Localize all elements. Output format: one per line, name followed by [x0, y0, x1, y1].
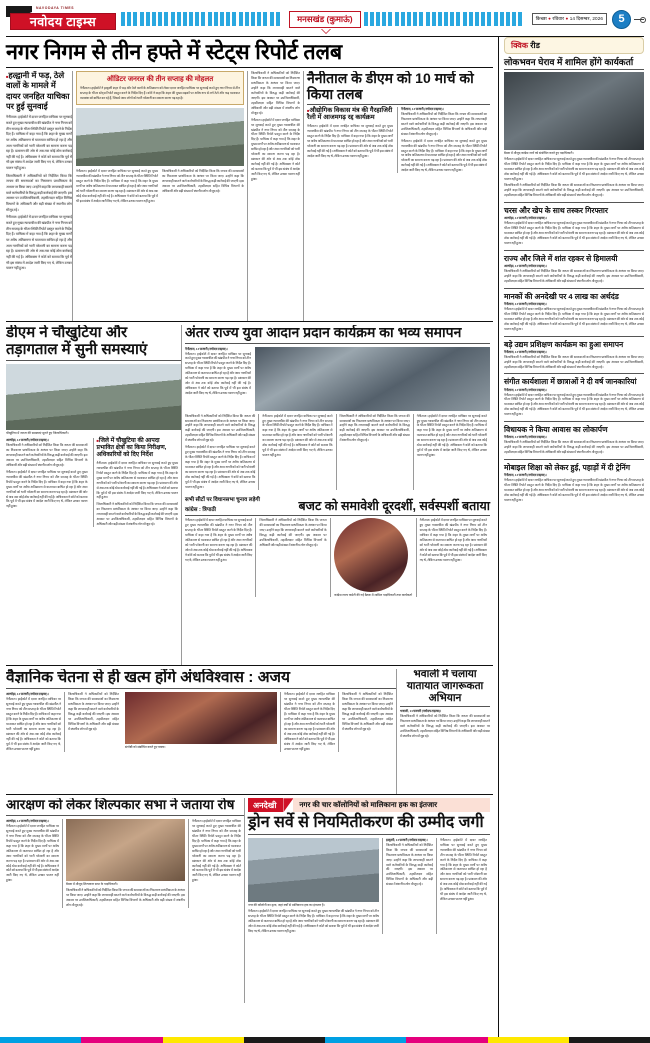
reservation-rule — [6, 815, 244, 816]
row4 — [6, 798, 493, 1003]
drone-caption: नगर की कॉलोनी का दृश्य, जहां वर्षों से मालिकाना हक का इंतजार है। — [248, 902, 325, 907]
bar-tick — [226, 12, 230, 26]
reservation-photo-col — [62, 819, 188, 908]
square-bullet-icon-3: ■ — [96, 438, 99, 444]
dateline-box — [532, 13, 607, 25]
square-bullet-icon: ■ — [6, 74, 9, 80]
masthead — [6, 4, 644, 34]
bar-tick — [140, 12, 144, 26]
sidebar-item-rule — [504, 288, 644, 289]
lead-col1-text: नैनीताल। हाईकोर्ट में दायर जनहित याचिका पर सुनवाई करते हुए मुख्य न्यायाधीश की खंडपीठ ने नगर निगम को तीन सप्ताह के भीतर स्थिति रिपोर्ट प्रस्तुत करने के निर्देश दिए हैं। याचिका में कहा गया है कि शहर के मुख्य मार्गों पर अवैध अतिक्रमण से यातायात बाधित हो रहा है और आम नागरिकों को भारी परेशानी का सामना करना पड़ रहा है। प्रशासन की ओर से अब तक कोई ठोस कार्रवाई नहीं की गई है। अधिवक्ता ने कोर्ट को बताया कि पूर्व में भी इस संबंध में आदेश जारी किए गए थे, लेकिन उनका पालन नहीं हुआ। — [6, 115, 72, 171]
sidebar-item — [504, 459, 644, 503]
lead-col1-text-3: नैनीताल। हाईकोर्ट में दायर जनहित याचिका पर सुनवाई करते हुए मुख्य न्यायाधीश की खंडपीठ ने नगर निगम को तीन सप्ताह के भीतर स्थिति रिपोर्ट प्रस्तुत करने के निर्देश दिए हैं। याचिका में कहा गया है कि शहर के मुख्य मार्गों पर अवैध अतिक्रमण से यातायात बाधित हो रहा है और आम नागरिकों को भारी परेशानी का सामना करना पड़ रहा है। प्रशासन की ओर से अब तक कोई ठोस कार्रवाई नहीं की गई है। अधिवक्ता ने कोर्ट को बताया कि पूर्व में भी इस संबंध में आदेश जारी किए गए थे, लेकिन उनका पालन नहीं हुआ। — [6, 215, 72, 271]
lead-col1-text-2: जिलाधिकारी ने अधिकारियों को निर्देशित किया कि जनता की समस्याओं का निस्तारण प्राथमिकता के आधार पर किया जाए। उन्होंने कहा कि लापरवाही बरतने वाले कर्मचारियों के विरुद्ध कड़ी कार्रवाई की जाएगी। इस अवसर पर उपजिलाधिकारी, तहसीलदार सहित विभिन्न विभागों के अधिकारी और बड़ी संख्या में स्थानीय लोग मौजूद रहे। — [6, 173, 72, 212]
budget-circle-photo — [334, 518, 408, 592]
lead-right-sub — [307, 107, 393, 173]
row2-divider — [6, 665, 493, 666]
sidebar-item-headline[interactable]: मोबाइल शिक्षा को लेकर हुई, पहाड़ों में दी ट्रेनिंग — [504, 463, 631, 473]
dm-col-2 — [93, 438, 182, 527]
row3-divider — [6, 794, 493, 795]
sidebar-item — [504, 288, 644, 332]
sidebar-item-rule — [504, 336, 644, 337]
bar-tick — [201, 12, 205, 26]
drone-rule — [248, 834, 490, 835]
bar-tick — [506, 12, 510, 26]
sidebar-top-caption: बैठक में मौजूद कांग्रेस जनों को संबोधित करते हुए पदाधिकारी। — [504, 150, 574, 155]
bar-tick — [276, 12, 280, 26]
bar-tick — [444, 12, 448, 26]
lead-right-sub-2 — [397, 107, 490, 173]
youth-photo-wrap — [255, 347, 490, 411]
bar-tick — [146, 12, 150, 26]
bar-tick — [500, 12, 504, 26]
lead-right-col — [303, 71, 493, 321]
bar-tick — [407, 12, 411, 26]
reservation-text-3: नैनीताल। हाईकोर्ट में दायर जनहित याचिका पर सुनवाई करते हुए मुख्य न्यायाधीश की खंडपीठ ने नगर निगम को तीन सप्ताह के भीतर स्थिति रिपोर्ट प्रस्तुत करने के निर्देश दिए हैं। याचिका में कहा गया है कि शहर के मुख्य मार्गों पर अवैध अतिक्रमण से यातायात बाधित हो रहा है और आम नागरिकों को भारी परेशानी का सामना करना पड़ रहा है। प्रशासन की ओर से अब तक कोई ठोस कार्रवाई नहीं की गई है। अधिवक्ता ने कोर्ट को बताया कि पूर्व में भी इस संबंध में आदेश जारी किए गए थे, लेकिन उनका पालन नहीं हुआ। — [192, 819, 241, 883]
sidebar-top-rule — [504, 69, 644, 70]
logo-kicker: NAVODAYA TIMES — [36, 6, 75, 10]
sidebar-item-headline[interactable]: विधायक ने किया आवास का लोकार्पण — [504, 425, 608, 435]
lead-block-divider — [6, 321, 493, 322]
dm-photo — [6, 364, 181, 430]
drone-body — [248, 838, 490, 934]
story-reservation — [6, 798, 244, 1003]
traffic-headline[interactable]: भवाली में चलाया यातायात जागरूकता अभियान — [406, 669, 484, 704]
sidebar-item-text: जिलाधिकारी ने अधिकारियों को निर्देशित किया कि जनता की समस्याओं का निस्तारण प्राथमिकता के आधार पर किया जाए। उन्होंने कहा कि लापरवाही बरतने वाले कर्मचारियों के विरुद्ध कड़ी कार्रवाई की जाएगी। इस अवसर पर उपजिलाधिकारी, तहसीलदार सहित विभिन्न विभागों के अधिकारी और बड़ी संख्या में स्थानीय लोग मौजूद रहे। — [504, 269, 644, 283]
sidebar-item-text: जिलाधिकारी ने अधिकारियों को निर्देशित किया कि जनता की समस्याओं का निस्तारण प्राथमिकता के आधार पर किया जाए। उन्होंने कहा कि लापरवाही बरतने वाले कर्मचारियों के विरुद्ध कड़ी कार्रवाई की जाएगी। इस अवसर पर उपजिलाधिकारी, तहसीलदार सहित विभिन्न विभागों के अधिकारी और बड़ी संख्या में स्थानीय लोग मौजूद रहे। — [504, 440, 644, 455]
auditor-note-title: ऑडिटर जनरल की तीन सप्ताह की मोहलत — [106, 76, 214, 84]
youth-col-1 — [185, 414, 258, 490]
youth-text-2: जिलाधिकारी ने अधिकारियों को निर्देशित किया कि जनता की समस्याओं का निस्तारण प्राथमिकता के आधार पर किया जाए। उन्होंने कहा कि लापरवाही बरतने वाले कर्मचारियों के विरुद्ध कड़ी कार्रवाई की जाएगी। इस अवसर पर उपजिलाधिकारी, तहसीलदार सहित विभिन्न विभागों के अधिकारी और बड़ी संख्या में स्थानीय लोग मौजूद रहे। — [185, 413, 256, 443]
lead-right-kicker: ■औद्योगिक विकास मंत्र की गैरहाजिरी रैली में आजमगढ़ रद्द कार्यक्रम — [307, 107, 393, 122]
sidebar-item-text: नैनीताल। हाईकोर्ट में दायर जनहित याचिका पर सुनवाई करते हुए मुख्य न्यायाधीश की खंडपीठ ने नगर निगम को तीन सप्ताह के भीतर स्थिति रिपोर्ट प्रस्तुत करने के निर्देश दिए हैं। याचिका में कहा गया है कि शहर के मुख्य मार्गों पर अवैध अतिक्रमण से यातायात बाधित हो रहा है और आम नागरिकों को भारी परेशानी का सामना करना पड़ रहा है। प्रशासन की ओर से अब तक कोई ठोस कार्रवाई नहीं की गई है। अधिवक्ता ने कोर्ट को बताया कि पूर्व में भी इस संबंध में आदेश जारी किए गए थे, लेकिन उनका पालन नहीं हुआ। — [504, 392, 644, 417]
lead-right-rule — [307, 104, 490, 105]
bar-tick — [370, 12, 374, 26]
bar-tick — [257, 12, 261, 26]
bar-tick — [382, 12, 386, 26]
bar-tick — [450, 12, 454, 26]
lead-headline[interactable]: नगर निगम से तीन हफ्ते में स्टेट्स रिपोर्ट तलब — [6, 40, 342, 64]
bar-tick — [133, 12, 137, 26]
science-text-4: जिलाधिकारी ने अधिकारियों को निर्देशित किया कि जनता की समस्याओं का निस्तारण प्राथमिकता के आधार पर किया जाए। उन्होंने कहा कि लापरवाही बरतने वाले कर्मचारियों के विरुद्ध कड़ी कार्रवाई की जाएगी। इस अवसर पर उपजिलाधिकारी, तहसीलदार सहित विभिन्न विभागों के अधिकारी और बड़ी संख्या में स्थानीय लोग मौजूद रहे। — [342, 692, 393, 731]
bar-tick — [388, 12, 392, 26]
bar-tick — [208, 12, 212, 26]
sidebar-item-headline[interactable]: संगीत कार्यशाला में छात्राओं ने दी वर्ष जानकारियां — [504, 377, 637, 387]
budget-col-3 — [416, 518, 490, 597]
auditor-note-text: नैनीताल। हाईकोर्ट ने हल्द्वानी शहर में फड़ और ठेले वालों के अतिक्रमण को लेकर दायर जनहित याचिका पर सुनवाई करते हुए नगर निगम से तीन सप्ताह के भीतर स्टेट्स रिपोर्ट प्रस्तुत करने के निर्देश दिए हैं। कोर्ट ने कहा कि शहर की मुख्य सड़कों पर अवैध रूप से लगे ठेले और फड़ यातायात व्यवस्था को बाधित कर रहे हैं, जिससे आम लोगों को भारी परेशानी का सामना करना पड़ रहा है। — [80, 86, 240, 101]
reservation-body — [6, 819, 244, 908]
logo-title: नवोदय टाइम्स — [10, 13, 116, 30]
science-dateline: अल्मोड़ा, 13 फरवरी (नवोदय टाइम्स)। — [6, 692, 49, 697]
traffic-dateline: भवाली, 13 फरवरी (नवोदय टाइम्स)। — [400, 709, 442, 714]
dateline-date: 14 दिसम्बर, 2026 — [569, 16, 604, 21]
sidebar-item-text: नैनीताल। हाईकोर्ट में दायर जनहित याचिका पर सुनवाई करते हुए मुख्य न्यायाधीश की खंडपीठ ने नगर निगम को तीन सप्ताह के भीतर स्थिति रिपोर्ट प्रस्तुत करने के निर्देश दिए हैं। याचिका में कहा गया है कि शहर के मुख्य मार्गों पर अवैध अतिक्रमण से यातायात बाधित हो रहा है और आम नागरिकों को भारी परेशानी का सामना करना पड़ रहा है। प्रशासन की ओर से अब तक कोई ठोस कार्रवाई नहीं की गई है। अधिवक्ता ने कोर्ट को बताया कि पूर्व में भी इस संबंध में आदेश जारी किए गए थे, लेकिन उनका पालन नहीं हुआ। — [504, 306, 644, 331]
sidebar-item-rule — [504, 459, 644, 460]
budget-body — [185, 518, 490, 597]
edition-label: मनसखंड (कुमाऊं) — [289, 11, 361, 28]
bar-tick — [232, 12, 236, 26]
science-caption: संगोष्ठी को संबोधित करते हुए वक्ता। — [125, 745, 166, 750]
separator-dot-2: ● — [565, 16, 569, 21]
sidebar-item-rule — [504, 202, 644, 203]
sidebar-item-text: नैनीताल। हाईकोर्ट में दायर जनहित याचिका पर सुनवाई करते हुए मुख्य न्यायाधीश की खंडपीठ ने नगर निगम को तीन सप्ताह के भीतर स्थिति रिपोर्ट प्रस्तुत करने के निर्देश दिए हैं। याचिका में कहा गया है कि शहर के मुख्य मार्गों पर अवैध अतिक्रमण से यातायात बाधित हो रहा है और आम नागरिकों को भारी परेशानी का सामना करना पड़ रहा है। प्रशासन की ओर से अब तक कोई ठोस कार्रवाई नहीं की गई है। अधिवक्ता ने कोर्ट को बताया कि पूर्व में भी इस संबंध में आदेश जारी किए गए थे, लेकिन उनका पालन नहीं हुआ। — [504, 221, 644, 246]
sidebar-item-rule — [504, 421, 644, 422]
lead-kicker-col — [6, 71, 72, 321]
bar-tick — [127, 12, 131, 26]
story-science — [6, 669, 396, 794]
bar-tick — [364, 12, 368, 26]
drone-headline[interactable]: ड्रोन सर्वे से नियमितीकरण की उम्मीद जगी — [248, 814, 484, 832]
science-photo — [125, 692, 277, 744]
sidebar-item-dateline: नैनीताल, 13 फरवरी (नवोदय टाइम्स)। — [504, 473, 547, 478]
bar-tick — [481, 12, 485, 26]
budget-head-row — [185, 493, 490, 514]
dm-headline[interactable]: डीएम ने चौखुटिया और तड़ागताल में सुनी समस्याएं — [6, 325, 148, 358]
drone-photo-col — [248, 838, 382, 934]
science-text-2: जिलाधिकारी ने अधिकारियों को निर्देशित किया कि जनता की समस्याओं का निस्तारण प्राथमिकता के आधार पर किया जाए। उन्होंने कहा कि लापरवाही बरतने वाले कर्मचारियों के विरुद्ध कड़ी कार्रवाई की जाएगी। इस अवसर पर उपजिलाधिकारी, तहसीलदार सहित विभिन्न विभागों के अधिकारी और बड़ी संख्या में स्थानीय लोग मौजूद रहे। — [68, 692, 119, 731]
science-text-1: नैनीताल। हाईकोर्ट में दायर जनहित याचिका पर सुनवाई करते हुए मुख्य न्यायाधीश की खंडपीठ ने नगर निगम को तीन सप्ताह के भीतर स्थिति रिपोर्ट प्रस्तुत करने के निर्देश दिए हैं। याचिका में कहा गया है कि शहर के मुख्य मार्गों पर अवैध अतिक्रमण से यातायात बाधित हो रहा है और आम नागरिकों को भारी परेशानी का सामना करना पड़ रहा है। प्रशासन की ओर से अब तक कोई ठोस कार्रवाई नहीं की गई है। अधिवक्ता ने कोर्ट को बताया कि पूर्व में भी इस संबंध में आदेश जारी किए गए थे, लेकिन उनका पालन नहीं हुआ। — [6, 697, 61, 751]
story-youth — [181, 325, 493, 665]
science-rule — [6, 688, 396, 689]
youth-dateline: नैनीताल, 13 फरवरी (नवोदय टाइम्स)। — [185, 346, 228, 351]
bar-tick — [432, 12, 436, 26]
bar-tick — [376, 12, 380, 26]
budget-circle-caption: कांग्रेस राज्य कमेटी की गई बैठक में शामिल पदाधिकारी तथा कार्यकर्ता — [334, 593, 413, 598]
bar-tick — [195, 12, 199, 26]
reservation-text-1: नैनीताल। हाईकोर्ट में दायर जनहित याचिका पर सुनवाई करते हुए मुख्य न्यायाधीश की खंडपीठ ने नगर निगम को तीन सप्ताह के भीतर स्थिति रिपोर्ट प्रस्तुत करने के निर्देश दिए हैं। याचिका में कहा गया है कि शहर के मुख्य मार्गों पर अवैध अतिक्रमण से यातायात बाधित हो रहा है और आम नागरिकों को भारी परेशानी का सामना करना पड़ रहा है। प्रशासन की ओर से अब तक कोई ठोस कार्रवाई नहीं की गई है। अधिवक्ता ने कोर्ट को बताया कि पूर्व में भी इस संबंध में आदेश जारी किए गए थे, लेकिन उनका पालन नहीं हुआ। — [6, 824, 59, 883]
sidebar-items-list — [504, 202, 644, 503]
sidebar-top-photo — [504, 72, 644, 150]
dm-text-cols — [6, 438, 181, 527]
lead-photo — [76, 108, 244, 166]
bar-tick — [245, 12, 249, 26]
science-col-2 — [64, 692, 122, 751]
dm-text-1: जिलाधिकारी ने अधिकारियों को निर्देशित किया कि जनता की समस्याओं का निस्तारण प्राथमिकता के आधार पर किया जाए। उन्होंने कहा कि लापरवाही बरतने वाले कर्मचारियों के विरुद्ध कड़ी कार्रवाई की जाएगी। इस अवसर पर उपजिलाधिकारी, तहसीलदार सहित विभिन्न विभागों के अधिकारी और बड़ी संख्या में स्थानीय लोग मौजूद रहे। — [6, 443, 88, 467]
story-drone — [244, 798, 493, 1003]
decorative-bars-left — [121, 12, 286, 26]
youth-text-1: नैनीताल। हाईकोर्ट में दायर जनहित याचिका पर सुनवाई करते हुए मुख्य न्यायाधीश की खंडपीठ ने नगर निगम को तीन सप्ताह के भीतर स्थिति रिपोर्ट प्रस्तुत करने के निर्देश दिए हैं। याचिका में कहा गया है कि शहर के मुख्य मार्गों पर अवैध अतिक्रमण से यातायात बाधित हो रहा है और आम नागरिकों को भारी परेशानी का सामना करना पड़ रहा है। प्रशासन की ओर से अब तक कोई ठोस कार्रवाई नहीं की गई है। अधिवक्ता ने कोर्ट को बताया कि पूर्व में भी इस संबंध में आदेश जारी किए गए थे, लेकिन उनका पालन नहीं हुआ। — [185, 351, 251, 396]
bar-tick — [475, 12, 479, 26]
bar-tick — [152, 12, 156, 26]
drone-text-3: नैनीताल। हाईकोर्ट में दायर जनहित याचिका पर सुनवाई करते हुए मुख्य न्यायाधीश की खंडपीठ ने नगर निगम को तीन सप्ताह के भीतर स्थिति रिपोर्ट प्रस्तुत करने के निर्देश दिए हैं। याचिका में कहा गया है कि शहर के मुख्य मार्गों पर अवैध अतिक्रमण से यातायात बाधित हो रहा है और आम नागरिकों को भारी परेशानी का सामना करना पड़ रहा है। प्रशासन की ओर से अब तक कोई ठोस कार्रवाई नहीं की गई है। अधिवक्ता ने कोर्ट को बताया कि पूर्व में भी इस संबंध में आदेश जारी किए गए थे, लेकिन उनका पालन नहीं हुआ। — [440, 837, 487, 902]
dateline-day: रविवार — [552, 16, 565, 21]
sidebar-item-headline[interactable]: बड़े उद्यम प्रशिक्षण कार्यक्रम का हुआ समापन — [504, 339, 624, 349]
bar-tick — [401, 12, 405, 26]
youth-col-2 — [258, 414, 335, 490]
lead-col4 — [247, 71, 303, 321]
bar-tick — [518, 12, 522, 26]
dm-dateline: अल्मोड़ा, 13 फरवरी (नवोदय टाइम्स)। — [6, 438, 49, 443]
drone-col-3 — [436, 838, 490, 934]
bar-tick — [171, 12, 175, 26]
youth-text-2b: नैनीताल। हाईकोर्ट में दायर जनहित याचिका पर सुनवाई करते हुए मुख्य न्यायाधीश की खंडपीठ ने नगर निगम को तीन सप्ताह के भीतर स्थिति रिपोर्ट प्रस्तुत करने के निर्देश दिए हैं। याचिका में कहा गया है कि शहर के मुख्य मार्गों पर अवैध अतिक्रमण से यातायात बाधित हो रहा है और आम नागरिकों को भारी परेशानी का सामना करना पड़ रहा है। प्रशासन की ओर से अब तक कोई ठोस कार्रवाई नहीं की गई है। अधिवक्ता ने कोर्ट को बताया कि पूर्व में भी इस संबंध में आदेश जारी किए गए थे, लेकिन उनका पालन नहीं हुआ। — [185, 445, 256, 489]
lead-right-headline[interactable]: नैनीताल के डीएम को 10 मार्च को किया तलब — [307, 71, 474, 102]
main-column — [6, 37, 493, 1037]
reservation-headline[interactable]: आरक्षण को लेकर शिल्पकार सभा ने जताया रोष — [6, 798, 235, 813]
dm-text-2b: जिलाधिकारी ने अधिकारियों को निर्देशित किया कि जनता की समस्याओं का निस्तारण प्राथमिकता के आधार पर किया जाए। उन्होंने कहा कि लापरवाही बरतने वाले कर्मचारियों के विरुद्ध कड़ी कार्रवाई की जाएगी। इस अवसर पर उपजिलाधिकारी, तहसीलदार सहित विभिन्न विभागों के अधिकारी और बड़ी संख्या में स्थानीय लोग मौजूद रहे। — [96, 502, 178, 527]
quick-read-label-2: रीड — [530, 41, 540, 50]
youth-lead-col — [185, 347, 251, 411]
edition-tab[interactable] — [289, 11, 361, 28]
budget-rule — [185, 515, 490, 516]
bar-tick — [426, 12, 430, 26]
lead-right-cols — [307, 107, 490, 173]
sidebar-item-text: जिलाधिकारी ने अधिकारियों को निर्देशित किया कि जनता की समस्याओं का निस्तारण प्राथमिकता के आधार पर किया जाए। उन्होंने कहा कि लापरवाही बरतने वाले कर्मचारियों के विरुद्ध कड़ी कार्रवाई की जाएगी। इस अवसर पर उपजिलाधिकारी, तहसीलदार सहित विभिन्न विभागों के अधिकारी और बड़ी संख्या में स्थानीय लोग मौजूद रहे। — [504, 354, 644, 369]
newspaper-logo[interactable] — [6, 6, 118, 32]
youth-rule — [185, 343, 490, 344]
reservation-col-3 — [188, 819, 244, 908]
drone-badge-strip: नगर की चार कॉलोनियों को मालिकाना हक का इंतजार — [293, 798, 490, 812]
science-text-3: नैनीताल। हाईकोर्ट में दायर जनहित याचिका पर सुनवाई करते हुए मुख्य न्यायाधीश की खंडपीठ ने नगर निगम को तीन सप्ताह के भीतर स्थिति रिपोर्ट प्रस्तुत करने के निर्देश दिए हैं। याचिका में कहा गया है कि शहर के मुख्य मार्गों पर अवैध अतिक्रमण से यातायात बाधित हो रहा है और आम नागरिकों को भारी परेशानी का सामना करना पड़ रहा है। प्रशासन की ओर से अब तक कोई ठोस कार्रवाई नहीं की गई है। अधिवक्ता ने कोर्ट को बताया कि पूर्व में भी इस संबंध में आदेश जारी किए गए थे, लेकिन उनका पालन नहीं हुआ। — [284, 692, 335, 751]
story-traffic — [396, 669, 493, 794]
lead-center-col — [72, 71, 247, 321]
traffic-text: जिलाधिकारी ने अधिकारियों को निर्देशित किया कि जनता की समस्याओं का निस्तारण प्राथमिकता के आधार पर किया जाए। उन्होंने कहा कि लापरवाही बरतने वाले कर्मचारियों के विरुद्ध कड़ी कार्रवाई की जाएगी। इस अवसर पर उपजिलाधिकारी, तहसीलदार सहित विभिन्न विभागों के अधिकारी और बड़ी संख्या में स्थानीय लोग मौजूद रहे। — [400, 714, 490, 739]
reservation-text-2: जिलाधिकारी ने अधिकारियों को निर्देशित किया कि जनता की समस्याओं का निस्तारण प्राथमिकता के आधार पर किया जाए। उन्होंने कहा कि लापरवाही बरतने वाले कर्मचारियों के विरुद्ध कड़ी कार्रवाई की जाएगी। इस अवसर पर उपजिलाधिकारी, तहसीलदार सहित विभिन्न विभागों के अधिकारी और बड़ी संख्या में स्थानीय लोग मौजूद रहे। — [66, 888, 186, 907]
lead-col4-text: जिलाधिकारी ने अधिकारियों को निर्देशित किया कि जनता की समस्याओं का निस्तारण प्राथमिकता के आधार पर किया जाए। उन्होंने कहा कि लापरवाही बरतने वाले कर्मचारियों के विरुद्ध कड़ी कार्रवाई की जाएगी। इस अवसर पर उपजिलाधिकारी, तहसीलदार सहित विभिन्न विभागों के अधिकारी और बड़ी संख्या में स्थानीय लोग मौजूद रहे। — [251, 71, 300, 115]
science-headline[interactable]: वैज्ञानिक चेतना से ही खत्म होंगे अंधविश्वास : अजय — [6, 669, 291, 687]
bar-tick — [121, 12, 125, 26]
bar-tick — [487, 12, 491, 26]
sidebar-item-dateline: नैनीताल, 13 फरवरी (नवोदय टाइम्स)। — [504, 435, 547, 440]
dm-photo-caption: चौखुटिया में जनता की समस्याएं सुनते हुए जिलाधिकारी। — [6, 431, 69, 436]
sidebar-top-text-2: जिलाधिकारी ने अधिकारियों को निर्देशित किया कि जनता की समस्याओं का निस्तारण प्राथमिकता के आधार पर किया जाए। उन्होंने कहा कि लापरवाही बरतने वाले कर्मचारियों के विरुद्ध कड़ी कार्रवाई की जाएगी। इस अवसर पर उपजिलाधिकारी, तहसीलदार सहित विभिन्न विभागों के अधिकारी और बड़ी संख्या में स्थानीय लोग मौजूद रहे। — [504, 183, 644, 198]
dateline-city: किच्छा — [535, 16, 547, 21]
drone-col-2 — [382, 838, 436, 934]
bar-tick — [214, 12, 218, 26]
andekhi-badge: अनदेखी — [248, 798, 283, 812]
youth-photo — [255, 347, 490, 411]
bar-tick — [177, 12, 181, 26]
youth-col-3 — [336, 414, 413, 490]
bar-tick — [419, 12, 423, 26]
bar-tick — [239, 12, 243, 26]
masthead-tail-rule — [634, 19, 644, 20]
sidebar-item-rule — [504, 250, 644, 251]
decorative-bars-right — [364, 12, 529, 26]
lead-right-text-1: नैनीताल। हाईकोर्ट में दायर जनहित याचिका पर सुनवाई करते हुए मुख्य न्यायाधीश की खंडपीठ ने नगर निगम को तीन सप्ताह के भीतर स्थिति रिपोर्ट प्रस्तुत करने के निर्देश दिए हैं। याचिका में कहा गया है कि शहर के मुख्य मार्गों पर अवैध अतिक्रमण से यातायात बाधित हो रहा है और आम नागरिकों को भारी परेशानी का सामना करना पड़ रहा है। प्रशासन की ओर से अब तक कोई ठोस कार्रवाई नहीं की गई है। अधिवक्ता ने कोर्ट को बताया कि पूर्व में भी इस संबंध में आदेश जारी किए गए थे, लेकिन उनका पालन नहीं हुआ। — [307, 123, 393, 158]
lead-headline-rule — [6, 67, 493, 68]
bar-tick — [189, 12, 193, 26]
bar-tick — [183, 12, 187, 26]
lead-story-block — [6, 71, 493, 321]
youth-text-3: नैनीताल। हाईकोर्ट में दायर जनहित याचिका पर सुनवाई करते हुए मुख्य न्यायाधीश की खंडपीठ ने नगर निगम को तीन सप्ताह के भीतर स्थिति रिपोर्ट प्रस्तुत करने के निर्देश दिए हैं। याचिका में कहा गया है कि शहर के मुख्य मार्गों पर अवैध अतिक्रमण से यातायात बाधित हो रहा है और आम नागरिकों को भारी परेशानी का सामना करना पड़ रहा है। प्रशासन की ओर से अब तक कोई ठोस कार्रवाई नहीं की गई है। अधिवक्ता ने कोर्ट को बताया कि पूर्व में भी इस संबंध में आदेश जारी किए गए थे, लेकिन उनका पालन नहीं हुआ। — [262, 413, 333, 458]
drone-photo — [248, 838, 379, 902]
quick-read-label-1: क्विक — [511, 41, 529, 50]
dm-rule — [6, 360, 181, 361]
bar-tick — [164, 12, 168, 26]
drone-text-1: नैनीताल। हाईकोर्ट में दायर जनहित याचिका पर सुनवाई करते हुए मुख्य न्यायाधीश की खंडपीठ ने नगर निगम को तीन सप्ताह के भीतर स्थिति रिपोर्ट प्रस्तुत करने के निर्देश दिए हैं। याचिका में कहा गया है कि शहर के मुख्य मार्गों पर अवैध अतिक्रमण से यातायात बाधित हो रहा है और आम नागरिकों को भारी परेशानी का सामना करना पड़ रहा है। प्रशासन की ओर से अब तक कोई ठोस कार्रवाई नहीं की गई है। अधिवक्ता ने कोर्ट को बताया कि पूर्व में भी इस संबंध में आदेश जारी किए गए थे, लेकिन उनका पालन नहीं हुआ। — [248, 908, 379, 933]
sidebar-item-dateline: अल्मोड़ा, 13 फरवरी (नवोदय टाइम्स)। — [504, 264, 547, 269]
page-number-badge: 5 — [612, 10, 631, 29]
bar-tick — [512, 12, 516, 26]
sidebar-item-headline[interactable]: चरस और खेप के साथ तस्कर गिरफ्तार — [504, 206, 608, 216]
lead-sub-text-2: जिलाधिकारी ने अधिकारियों को निर्देशित किया कि जनता की समस्याओं का निस्तारण प्राथमिकता के आधार पर किया जाए। उन्होंने कहा कि लापरवाही बरतने वाले कर्मचारियों के विरुद्ध कड़ी कार्रवाई की जाएगी। इस अवसर पर उपजिलाधिकारी, तहसीलदार सहित विभिन्न विभागों के अधिकारी और बड़ी संख्या में स्थानीय लोग मौजूद रहे। — [162, 169, 244, 193]
bar-tick — [270, 12, 274, 26]
drone-text-2: जिलाधिकारी ने अधिकारियों को निर्देशित किया कि जनता की समस्याओं का निस्तारण प्राथमिकता के आधार पर किया जाए। उन्होंने कहा कि लापरवाही बरतने वाले कर्मचारियों के विरुद्ध कड़ी कार्रवाई की जाएगी। इस अवसर पर उपजिलाधिकारी, तहसीलदार सहित विभिन्न विभागों के अधिकारी और बड़ी संख्या में स्थानीय लोग मौजूद रहे। — [386, 842, 433, 887]
youth-top — [185, 347, 490, 411]
sidebar-item — [504, 336, 644, 370]
budget-text-3: नैनीताल। हाईकोर्ट में दायर जनहित याचिका पर सुनवाई करते हुए मुख्य न्यायाधीश की खंडपीठ ने नगर निगम को तीन सप्ताह के भीतर स्थिति रिपोर्ट प्रस्तुत करने के निर्देश दिए हैं। याचिका में कहा गया है कि शहर के मुख्य मार्गों पर अवैध अतिक्रमण से यातायात बाधित हो रहा है और आम नागरिकों को भारी परेशानी का सामना करना पड़ रहा है। प्रशासन की ओर से अब तक कोई ठोस कार्रवाई नहीं की गई है। अधिवक्ता ने कोर्ट को बताया कि पूर्व में भी इस संबंध में आदेश जारी किए गए थे, लेकिन उनका पालन नहीं हुआ। — [419, 518, 487, 562]
budget-kicker: सभी सीटों पर विधानसभा चुनाव लड़ेगी कांग्रेस : त्रिपाठी — [185, 496, 260, 514]
sidebar-item — [504, 250, 644, 284]
dm-sub-kicker: ■जिले में चौखुटिया की आपदा प्रभावित क्षेत्रों का किया निरीक्षण, अधिकारियों को दिए निर्देश — [96, 438, 167, 458]
sidebar-item — [504, 421, 644, 455]
bar-tick — [158, 12, 162, 26]
dm-text-2: नैनीताल। हाईकोर्ट में दायर जनहित याचिका पर सुनवाई करते हुए मुख्य न्यायाधीश की खंडपीठ ने नगर निगम को तीन सप्ताह के भीतर स्थिति रिपोर्ट प्रस्तुत करने के निर्देश दिए हैं। याचिका में कहा गया है कि शहर के मुख्य मार्गों पर अवैध अतिक्रमण से यातायात बाधित हो रहा है और आम नागरिकों को भारी परेशानी का सामना करना पड़ रहा है। प्रशासन की ओर से अब तक कोई ठोस कार्रवाई नहीं की गई है। अधिवक्ता ने कोर्ट को बताया कि पूर्व में भी इस संबंध में आदेश जारी किए गए थे, लेकिन उनका पालन नहीं हुआ। — [96, 460, 178, 500]
sidebar-item-dateline: नैनीताल, 13 फरवरी (नवोदय टाइम्स)। — [504, 387, 547, 392]
color-registration-strip — [0, 1037, 650, 1043]
sidebar-item-dateline: नैनीताल, 13 फरवरी (नवोदय टाइम्स)। — [504, 302, 547, 306]
youth-text-4: जिलाधिकारी ने अधिकारियों को निर्देशित किया कि जनता की समस्याओं का निस्तारण प्राथमिकता के आधार पर किया जाए। उन्होंने कहा कि लापरवाही बरतने वाले कर्मचारियों के विरुद्ध कड़ी कार्रवाई की जाएगी। इस अवसर पर उपजिलाधिकारी, तहसीलदार सहित विभिन्न विभागों के अधिकारी और बड़ी संख्या में स्थानीय लोग मौजूद रहे। — [339, 413, 410, 443]
youth-col-4 — [413, 414, 490, 490]
separator-dot: ● — [548, 16, 552, 21]
dm-text-1b: नैनीताल। हाईकोर्ट में दायर जनहित याचिका पर सुनवाई करते हुए मुख्य न्यायाधीश की खंडपीठ ने नगर निगम को तीन सप्ताह के भीतर स्थिति रिपोर्ट प्रस्तुत करने के निर्देश दिए हैं। याचिका में कहा गया है कि शहर के मुख्य मार्गों पर अवैध अतिक्रमण से यातायात बाधित हो रहा है और आम नागरिकों को भारी परेशानी का सामना करना पड़ रहा है। प्रशासन की ओर से अब तक कोई ठोस कार्रवाई नहीं की गई है। अधिवक्ता ने कोर्ट को बताया कि पूर्व में भी इस संबंध में आदेश जारी किए गए थे, लेकिन उनका पालन नहीं हुआ। — [6, 469, 88, 509]
drone-badge-row — [248, 798, 490, 812]
science-col-3 — [280, 692, 338, 751]
page-body — [6, 37, 644, 1037]
sidebar-item — [504, 202, 644, 246]
row2 — [6, 325, 493, 665]
youth-text-cols — [185, 414, 490, 490]
drone-dateline: हल्द्वानी, 13 फरवरी (नवोदय टाइम्स)। — [386, 837, 428, 842]
sidebar-item-text: नैनीताल। हाईकोर्ट में दायर जनहित याचिका पर सुनवाई करते हुए मुख्य न्यायाधीश की खंडपीठ ने नगर निगम को तीन सप्ताह के भीतर स्थिति रिपोर्ट प्रस्तुत करने के निर्देश दिए हैं। याचिका में कहा गया है कि शहर के मुख्य मार्गों पर अवैध अतिक्रमण से यातायात बाधित हो रहा है और आम नागरिकों को भारी परेशानी का सामना करना पड़ रहा है। प्रशासन की ओर से अब तक कोई ठोस कार्रवाई नहीं की गई है। अधिवक्ता ने कोर्ट को बताया कि पूर्व में भी इस संबंध में आदेश जारी किए गए थे, लेकिन उनका पालन नहीं हुआ। — [504, 478, 644, 502]
sidebar-item-headline[interactable]: मानकों की अनदेखी पर 4 लाख का अर्थदंड — [504, 291, 619, 301]
lead-col4-text-2: नैनीताल। हाईकोर्ट में दायर जनहित याचिका पर सुनवाई करते हुए मुख्य न्यायाधीश की खंडपीठ ने नगर निगम को तीन सप्ताह के भीतर स्थिति रिपोर्ट प्रस्तुत करने के निर्देश दिए हैं। याचिका में कहा गया है कि शहर के मुख्य मार्गों पर अवैध अतिक्रमण से यातायात बाधित हो रहा है और आम नागरिकों को भारी परेशानी का सामना करना पड़ रहा है। प्रशासन की ओर से अब तक कोई ठोस कार्रवाई नहीं की गई है। अधिवक्ता ने कोर्ट को बताया कि पूर्व में भी इस संबंध में आदेश जारी किए गए थे, लेकिन उनका पालन नहीं हुआ। — [251, 117, 300, 181]
youth-text-5: नैनीताल। हाईकोर्ट में दायर जनहित याचिका पर सुनवाई करते हुए मुख्य न्यायाधीश की खंडपीठ ने नगर निगम को तीन सप्ताह के भीतर स्थिति रिपोर्ट प्रस्तुत करने के निर्देश दिए हैं। याचिका में कहा गया है कि शहर के मुख्य मार्गों पर अवैध अतिक्रमण से यातायात बाधित हो रहा है और आम नागरिकों को भारी परेशानी का सामना करना पड़ रहा है। प्रशासन की ओर से अब तक कोई ठोस कार्रवाई नहीं की गई है। अधिवक्ता ने कोर्ट को बताया कि पूर्व में भी इस संबंध में आदेश जारी किए गए थे, लेकिन उनका पालन नहीं हुआ। — [416, 413, 487, 458]
reservation-photo — [66, 819, 185, 881]
science-col-1 — [6, 692, 64, 751]
bar-tick — [463, 12, 467, 26]
budget-headline[interactable]: बजट को समावेशी दूरदर्शी, सर्वस्पर्शी बताया — [298, 498, 490, 513]
quick-read-badge[interactable] — [504, 37, 644, 54]
story-dm — [6, 325, 181, 665]
sidebar-item — [504, 373, 644, 417]
reservation-dateline: अल्मोड़ा, 13 फरवरी (नवोदय टाइम्स)। — [6, 819, 49, 824]
science-photo-col — [122, 692, 280, 751]
square-bullet-icon-2: ■ — [307, 108, 310, 113]
bar-tick — [469, 12, 473, 26]
bar-tick — [251, 12, 255, 26]
sidebar-item-dateline: नैनीताल, 13 फरवरी (नवोदय टाइम्स)। — [504, 349, 547, 354]
sidebar-item-headline[interactable]: राज्य और जिले में शांत रहकर से हिमालयी — [504, 254, 618, 264]
auditor-note-box — [76, 71, 244, 105]
budget-col-2 — [255, 518, 329, 597]
bar-tick — [413, 12, 417, 26]
budget-text-1: नैनीताल। हाईकोर्ट में दायर जनहित याचिका पर सुनवाई करते हुए मुख्य न्यायाधीश की खंडपीठ ने नगर निगम को तीन सप्ताह के भीतर स्थिति रिपोर्ट प्रस्तुत करने के निर्देश दिए हैं। याचिका में कहा गया है कि शहर के मुख्य मार्गों पर अवैध अतिक्रमण से यातायात बाधित हो रहा है और आम नागरिकों को भारी परेशानी का सामना करना पड़ रहा है। प्रशासन की ओर से अब तक कोई ठोस कार्रवाई नहीं की गई है। अधिवक्ता ने कोर्ट को बताया कि पूर्व में भी इस संबंध में आदेश जारी किए गए थे, लेकिन उनका पालन नहीं हुआ। — [185, 518, 253, 562]
sidebar-top-headline[interactable]: लोकभवन घेराव में शामिल होंगे कार्यकर्ता — [504, 57, 634, 67]
science-body — [6, 692, 396, 751]
lead-sub-text-1: नैनीताल। हाईकोर्ट में दायर जनहित याचिका पर सुनवाई करते हुए मुख्य न्यायाधीश की खंडपीठ ने नगर निगम को तीन सप्ताह के भीतर स्थिति रिपोर्ट प्रस्तुत करने के निर्देश दिए हैं। याचिका में कहा गया है कि शहर के मुख्य मार्गों पर अवैध अतिक्रमण से यातायात बाधित हो रहा है और आम नागरिकों को भारी परेशानी का सामना करना पड़ रहा है। प्रशासन की ओर से अब तक कोई ठोस कार्रवाई नहीं की गई है। अधिवक्ता ने कोर्ट को बताया कि पूर्व में भी इस संबंध में आदेश जारी किए गए थे, लेकिन उनका पालन नहीं हुआ। — [76, 169, 158, 203]
youth-headline[interactable]: अंतर राज्य युवा आदान प्रदान कार्यक्रम का भव्य समापन — [185, 325, 462, 341]
bar-tick — [263, 12, 267, 26]
lead-right-text-2: जिलाधिकारी ने अधिकारियों को निर्देशित किया कि जनता की समस्याओं का निस्तारण प्राथमिकता के आधार पर किया जाए। उन्होंने कहा कि लापरवाही बरतने वाले कर्मचारियों के विरुद्ध कड़ी कार्रवाई की जाएगी। इस अवसर पर उपजिलाधिकारी, तहसीलदार सहित विभिन्न विभागों के अधिकारी और बड़ी संख्या में स्थानीय लोग मौजूद रहे। — [401, 111, 487, 136]
science-col-4 — [338, 692, 396, 751]
row3 — [6, 669, 493, 794]
sidebar-item-rule — [504, 373, 644, 374]
bar-tick — [220, 12, 224, 26]
lead-right-text-3: नैनीताल। हाईकोर्ट में दायर जनहित याचिका पर सुनवाई करते हुए मुख्य न्यायाधीश की खंडपीठ ने नगर निगम को तीन सप्ताह के भीतर स्थिति रिपोर्ट प्रस्तुत करने के निर्देश दिए हैं। याचिका में कहा गया है कि शहर के मुख्य मार्गों पर अवैध अतिक्रमण से यातायात बाधित हो रहा है और आम नागरिकों को भारी परेशानी का सामना करना पड़ रहा है। प्रशासन की ओर से अब तक कोई ठोस कार्रवाई नहीं की गई है। अधिवक्ता ने कोर्ट को बताया कि पूर्व में भी इस संबंध में आदेश जारी किए गए थे, लेकिन उनका पालन नहीं हुआ। — [401, 138, 487, 173]
bar-tick — [494, 12, 498, 26]
sidebar-top-text: नैनीताल। हाईकोर्ट में दायर जनहित याचिका पर सुनवाई करते हुए मुख्य न्यायाधीश की खंडपीठ ने नगर निगम को तीन सप्ताह के भीतर स्थिति रिपोर्ट प्रस्तुत करने के निर्देश दिए हैं। याचिका में कहा गया है कि शहर के मुख्य मार्गों पर अवैध अतिक्रमण से यातायात बाधित हो रहा है और आम नागरिकों को भारी परेशानी का सामना करना पड़ रहा है। प्रशासन की ओर से अब तक कोई ठोस कार्रवाई नहीं की गई है। अधिवक्ता ने कोर्ट को बताया कि पूर्व में भी इस संबंध में आदेश जारी किए गए थे, लेकिन उनका पालन नहीं हुआ। — [504, 156, 644, 181]
bar-tick — [438, 12, 442, 26]
reservation-caption: बैठक में मौजूद शिल्पकार सभा के पदाधिकारी। — [66, 882, 118, 887]
sidebar — [498, 37, 644, 1037]
bar-tick — [456, 12, 460, 26]
reservation-col-1 — [6, 819, 62, 908]
budget-circle-col — [330, 518, 416, 597]
lead-sub-cols — [76, 169, 244, 204]
budget-text-2: जिलाधिकारी ने अधिकारियों को निर्देशित किया कि जनता की समस्याओं का निस्तारण प्राथमिकता के आधार पर किया जाए। उन्होंने कहा कि लापरवाही बरतने वाले कर्मचारियों के विरुद्ध कड़ी कार्रवाई की जाएगी। इस अवसर पर उपजिलाधिकारी, तहसीलदार सहित विभिन्न विभागों के अधिकारी और बड़ी संख्या में स्थानीय लोग मौजूद रहे। — [259, 518, 327, 548]
lead-right-dateline: नैनीताल, 13 फरवरी (नवोदय टाइम्स)। — [401, 107, 444, 111]
sidebar-item-dateline: अल्मोड़ा, 13 फरवरी (नवोदय टाइम्स)। — [504, 216, 547, 221]
budget-col-1 — [185, 518, 255, 597]
lead-kicker: ■हल्द्वानी में फड़, ठेले वालों के मामले में दायर जनहित याचिका पर हुई सुनवाई — [6, 71, 70, 111]
traffic-rule — [400, 706, 490, 707]
dm-col-1 — [6, 438, 88, 527]
bar-tick — [395, 12, 399, 26]
badge-tail-shape — [283, 798, 293, 812]
